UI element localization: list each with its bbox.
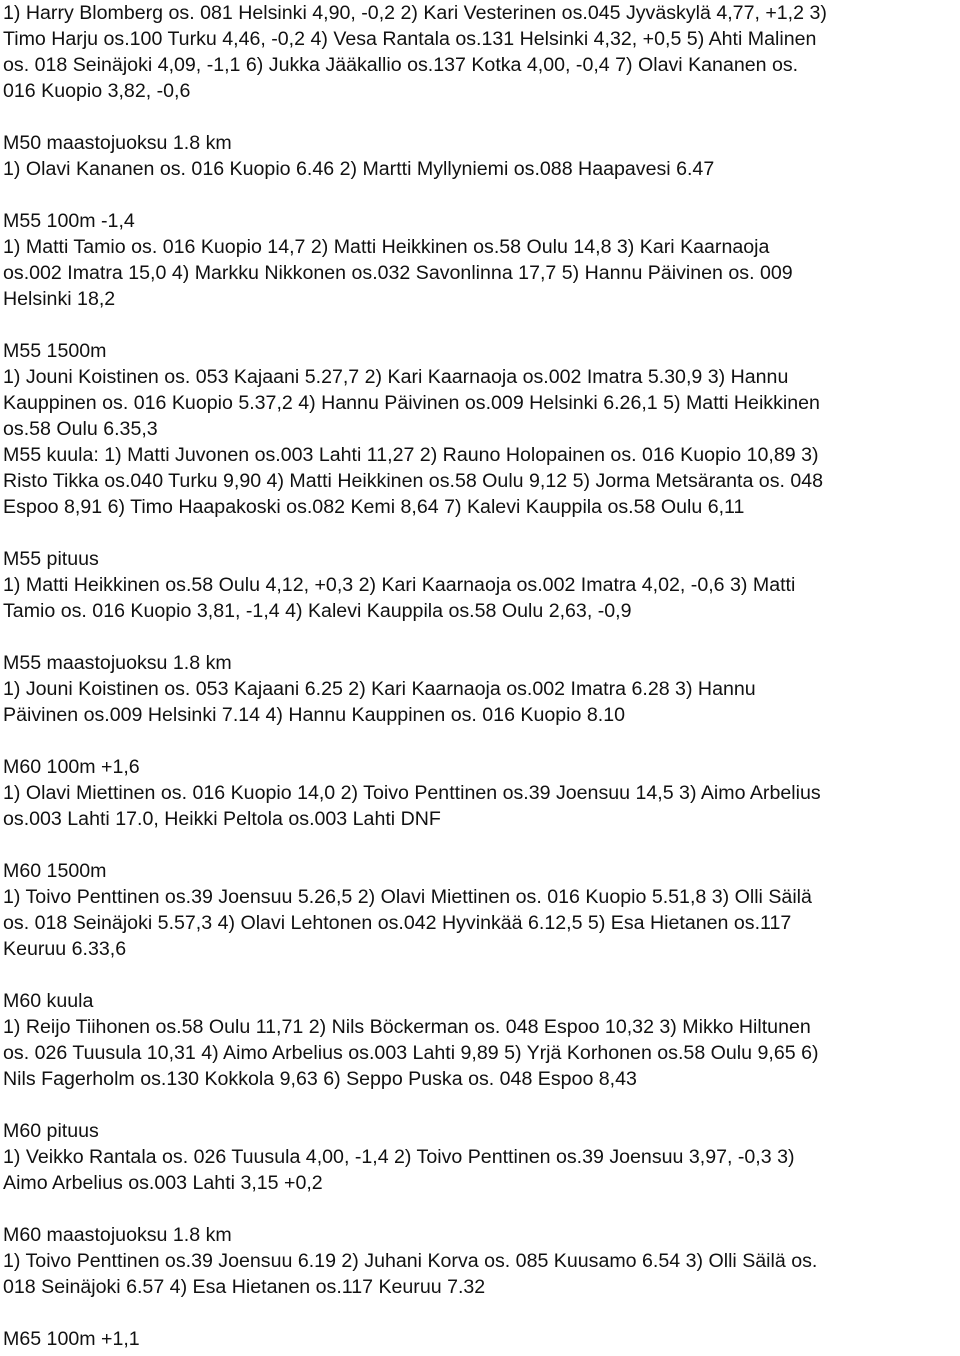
paragraph-gap: [3, 832, 958, 858]
results-document: [3, 0, 958, 1352]
paragraph-gap: [3, 1300, 958, 1326]
text-line: M65 100m +1,1: [3, 1328, 140, 1350]
paragraph-gap: [3, 728, 958, 754]
paragraph-gap: [3, 520, 958, 546]
text-line: Tamio os. 016 Kuopio 3,81, -1,4 4) Kalevi Kauppila os.58 Oulu 2,63, -0,9: [3, 600, 632, 622]
text-line: Nils Fagerholm os.130 Kokkola 9,63 6) Seppo Puska os. 048 Espoo 8,43: [3, 1068, 637, 1090]
text-line: 1) Reijo Tiihonen os.58 Oulu 11,71 2) Nils Böckerman os. 048 Espoo 10,32 3) Mikko Hiltunen: [3, 1016, 811, 1038]
paragraph-gap: [3, 312, 958, 338]
text-line: Helsinki 18,2: [3, 288, 116, 310]
text-line: M60 1500m: [3, 860, 107, 882]
text-line: M55 pituus: [3, 548, 99, 570]
text-line: Risto Tikka os.040 Turku 9,90 4) Matti Heikkinen os.58 Oulu 9,12 5) Jorma Metsäranta os. 048: [3, 470, 824, 492]
paragraph-gap: [3, 962, 958, 988]
text-line: M60 pituus: [3, 1120, 99, 1142]
text-line: 1) Matti Tamio os. 016 Kuopio 14,7 2) Matti Heikkinen os.58 Oulu 14,8 3) Kari Kaarnaoja: [3, 236, 770, 258]
text-line: 1) Veikko Rantala os. 026 Tuusula 4,00, -1,4 2) Toivo Penttinen os.39 Joensuu 3,97, -0,3 3): [3, 1146, 795, 1168]
text-line: M55 100m -1,4: [3, 210, 135, 232]
text-line: Keuruu 6.33,6: [3, 938, 127, 960]
text-line: 016 Kuopio 3,82, -0,6: [3, 80, 191, 102]
text-line: 1) Harry Blomberg os. 081 Helsinki 4,90, -0,2 2) Kari Vesterinen os.045 Jyväskylä 4,77, +1,2 3): [3, 2, 827, 24]
text-line: M60 maastojuoksu 1.8 km: [3, 1224, 232, 1246]
text-line: os. 018 Seinäjoki 4,09, -1,1 6) Jukka Jääkallio os.137 Kotka 4,00, -0,4 7) Olavi Kananen os.: [3, 54, 799, 76]
text-line: Päivinen os.009 Helsinki 7.14 4) Hannu Kauppinen os. 016 Kuopio 8.10: [3, 704, 625, 726]
text-line: 1) Jouni Koistinen os. 053 Kajaani 6.25 2) Kari Kaarnaoja os.002 Imatra 6.28 3) Hannu: [3, 678, 756, 700]
text-line: M55 1500m: [3, 340, 107, 362]
paragraph-gap: [3, 624, 958, 650]
text-line: 1) Jouni Koistinen os. 053 Kajaani 5.27,7 2) Kari Kaarnaoja os.002 Imatra 5.30,9 3) Hannu: [3, 366, 789, 388]
paragraph-gap: [3, 104, 958, 130]
text-line: os. 026 Tuusula 10,31 4) Aimo Arbelius os.003 Lahti 9,89 5) Yrjä Korhonen os.58 Oulu 9,65 6): [3, 1042, 819, 1064]
text-line: Espoo 8,91 6) Timo Haapakoski os.082 Kemi 8,64 7) Kalevi Kauppila os.58 Oulu 6,11: [3, 496, 745, 518]
text-line: Kauppinen os. 016 Kuopio 5.37,2 4) Hannu Päivinen os.009 Helsinki 6.26,1 5) Matti Heikkinen: [3, 392, 820, 414]
text-line: M55 kuula: 1) Matti Juvonen os.003 Lahti 11,27 2) Rauno Holopainen os. 016 Kuopio 10,89 3): [3, 444, 819, 466]
text-line: M60 kuula: [3, 990, 94, 1012]
text-line: os. 018 Seinäjoki 5.57,3 4) Olavi Lehtonen os.042 Hyvinkää 6.12,5 5) Esa Hietanen os.117: [3, 912, 792, 934]
paragraph-gap: [3, 1092, 958, 1118]
text-line: 018 Seinäjoki 6.57 4) Esa Hietanen os.117 Keuruu 7.32: [3, 1276, 486, 1298]
text-line: 1) Toivo Penttinen os.39 Joensuu 6.19 2) Juhani Korva os. 085 Kuusamo 6.54 3) Olli Säilä os.: [3, 1250, 818, 1272]
text-line: os.002 Imatra 15,0 4) Markku Nikkonen os.032 Savonlinna 17,7 5) Hannu Päivinen os. 009: [3, 262, 793, 284]
text-line: Timo Harju os.100 Turku 4,46, -0,2 4) Vesa Rantala os.131 Helsinki 4,32, +0,5 5) Ahti Malinen: [3, 28, 817, 50]
text-line: os.003 Lahti 17.0, Heikki Peltola os.003 Lahti DNF: [3, 808, 441, 830]
text-line: 1) Toivo Penttinen os.39 Joensuu 5.26,5 2) Olavi Miettinen os. 016 Kuopio 5.51,8 3) Olli Säilä: [3, 886, 812, 908]
text-line: 1) Olavi Miettinen os. 016 Kuopio 14,0 2) Toivo Penttinen os.39 Joensuu 14,5 3) Aimo Arbelius: [3, 782, 821, 804]
text-line: 1) Olavi Kananen os. 016 Kuopio 6.46 2) Martti Myllyniemi os.088 Haapavesi 6.47: [3, 158, 715, 180]
text-line: M55 maastojuoksu 1.8 km: [3, 652, 232, 674]
text-line: os.58 Oulu 6.35,3: [3, 418, 158, 440]
paragraph-gap: [3, 1196, 958, 1222]
text-line: 1) Matti Heikkinen os.58 Oulu 4,12, +0,3 2) Kari Kaarnaoja os.002 Imatra 4,02, -0,6 3) Matti: [3, 574, 796, 596]
text-line: M50 maastojuoksu 1.8 km: [3, 132, 232, 154]
paragraph-gap: [3, 182, 958, 208]
text-line: M60 100m +1,6: [3, 756, 140, 778]
text-line: Aimo Arbelius os.003 Lahti 3,15 +0,2: [3, 1172, 323, 1194]
